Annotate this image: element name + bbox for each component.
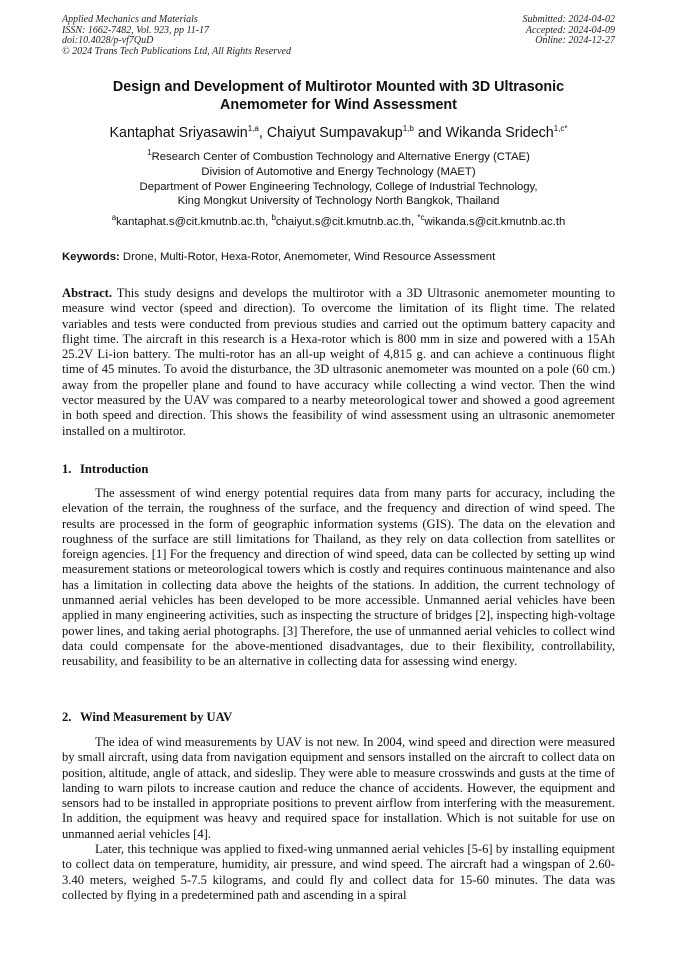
- author-list: [62, 124, 615, 142]
- keywords-label: Keywords:: [62, 251, 120, 263]
- affiliation: [62, 150, 615, 209]
- author-3-sup: 1,c*: [553, 124, 568, 134]
- email-c[interactable]: wikanda.s@cit.kmutnb.ac.th: [424, 216, 566, 228]
- section-wind-measurement: [62, 735, 615, 903]
- affiliation-sup: 1: [147, 148, 152, 158]
- online-date: Online: 2024-12-27: [535, 35, 615, 47]
- journal-header: [62, 15, 291, 57]
- copyright: © 2024 Trans Tech Publications Ltd, All Rights Reserved: [62, 45, 291, 57]
- accepted-date: Accepted: 2024-04-09: [525, 24, 615, 36]
- paragraph: The idea of wind measurements by UAV is not new. In 2004, wind speed and direction were measured by small aircraft, using data from navigation equipment and sensors installed on the aircraft to collect data on position, altitude, angle of attack, and sideslip. They were able to measure crosswinds and gusts at the time of landing to warn pilots to increase caution and reduce the chance of accidents. However, the equipment and sensors had to be installed in appropriate positions to prevent airflow from interfering with the measurement. In addition, the equipment was heavy and required space for installation. Which is not suitable for use on unmanned aerial vehicles [4].: [62, 735, 615, 841]
- doi[interactable]: doi:10.4028/p-vf7QuD: [62, 35, 154, 47]
- title-line-2: Anemometer for Wind Assessment: [220, 96, 457, 113]
- author-2-sup: 1,b: [402, 124, 414, 134]
- paragraph: Later, this technique was applied to fixed-wing unmanned aerial vehicles [5-6] by installing equipment to collect data on temperature, humidity, air pressure, and wind speed. The aircraft had a wingspan of 2.60-3.40 meters, weighed 5-7.5 kilograms, and could fly and collect data for 15-60 minutes. The data was collected by flying in a predetermined path and ascending in a spiral: [62, 842, 615, 902]
- section-heading-introduction: [62, 462, 148, 477]
- affiliation-line-3: Department of Power Engineering Technology, College of Industrial Technology,: [139, 180, 538, 193]
- affiliation-line-4: King Mongkut University of Technology North Bangkok, Thailand: [177, 195, 500, 208]
- journal-name: Applied Mechanics and Materials: [62, 14, 198, 25]
- author-3-name: Wikanda Sridech: [445, 125, 554, 141]
- email-c-sup: *c: [417, 213, 425, 223]
- author-1-name: Kantaphat Sriyasawin: [109, 125, 248, 141]
- author-separator: ,: [258, 125, 267, 141]
- section-title: Introduction: [80, 462, 149, 476]
- keywords: [62, 250, 495, 264]
- author-2-name: Chaiyut Sumpavakup: [266, 125, 403, 141]
- section-number: 1.: [62, 462, 72, 476]
- issn: ISSN: 1662-7482, Vol. 923, pp 11-17: [62, 24, 210, 36]
- affiliation-line-2: Division of Automotive and Energy Technology (MAET): [201, 165, 476, 178]
- section-number: 2.: [62, 710, 72, 724]
- email-b[interactable]: chaiyut.s@cit.kmutnb.ac.th,: [275, 216, 418, 228]
- abstract-text: This study designs and develops the multirotor with a 3D Ultrasonic anemometer mounting to measure wind vector (speed and direction). To overcome the limitation of its flight time. The related variables and tests were conducted from previous studies and carried out the optimum battery capacity and flight time. The aircraft in this research is a Hexa-rotor which is 800 mm in size and powered with a 15Ah 25.2V Li-ion battery. The multi-rotor has an all-up weight of 4,815 g. and can achieve a continuous flight time of 45 minutes. To avoid the disturbance, the 3D ultrasonic anemometer was mounted on a pole (60 cm.) away from the propeller plane and found to have accuracy while collecting a wind vector. Then the wind vector measured by the UAV was compared to a nearby meteorological tower and showed a good agreement in both speed and direction. This shows the feasibility of wind assessment using an ultrasonic anemometer installed on a multirotor.: [62, 286, 615, 438]
- abstract: [62, 286, 615, 439]
- email-b-sup: b: [271, 213, 276, 223]
- email-list: [62, 215, 615, 229]
- author-1-sup: 1,a: [247, 124, 259, 134]
- paper-title: [62, 79, 615, 114]
- section-heading-wind-measurement: [62, 710, 232, 725]
- section-introduction: [62, 486, 615, 670]
- section-title: Wind Measurement by UAV: [80, 710, 233, 724]
- dates-header: [523, 15, 616, 47]
- submitted-date: Submitted: 2024-04-02: [522, 14, 615, 25]
- abstract-label: Abstract.: [62, 286, 113, 300]
- keywords-text: Drone, Multi-Rotor, Hexa-Rotor, Anemometer, Wind Resource Assessment: [119, 251, 496, 263]
- email-a-sup: a: [111, 213, 117, 223]
- email-a[interactable]: kantaphat.s@cit.kmutnb.ac.th,: [116, 216, 272, 228]
- title-line-1: Design and Development of Multirotor Mounted with 3D Ultrasonic: [112, 79, 565, 95]
- paragraph: The assessment of wind energy potential requires data from many parts for accuracy, including the elevation of the terrain, the roughness of the surface, and the frequency and direction of wind speed. The results are processed in the form of geographic information systems (GIS). The data on the elevation and roughness of the surface are still limitations for Thailand, as they rely on data collection from satellites or foreign agencies. [1] For the frequency and direction of wind speed, data can be collected by setting up wind measurement stations or meteorological towers which is costly and requires continuous maintenance and also has a limitation in collecting data above the heights of the stations. In addition, the current technology of unmanned aerial vehicles has been developed to be more accessible. Unmanned aerial vehicles have been applied in many engineering activities, such as inspecting the structure of bridges [2], inspecting high-voltage power lines, and taking aerial photographs. [3] Therefore, the use of unmanned aerial vehicles to collect wind data could compensate for the above-mentioned disadvantages, due to their flexibility, controllability, reusability, and feasibility to be an alternative in collecting data for assessing wind energy.: [62, 486, 615, 669]
- author-separator: and: [413, 125, 446, 141]
- affiliation-line-1: Research Center of Combustion Technology and Alternative Energy (CTAE): [151, 151, 530, 163]
